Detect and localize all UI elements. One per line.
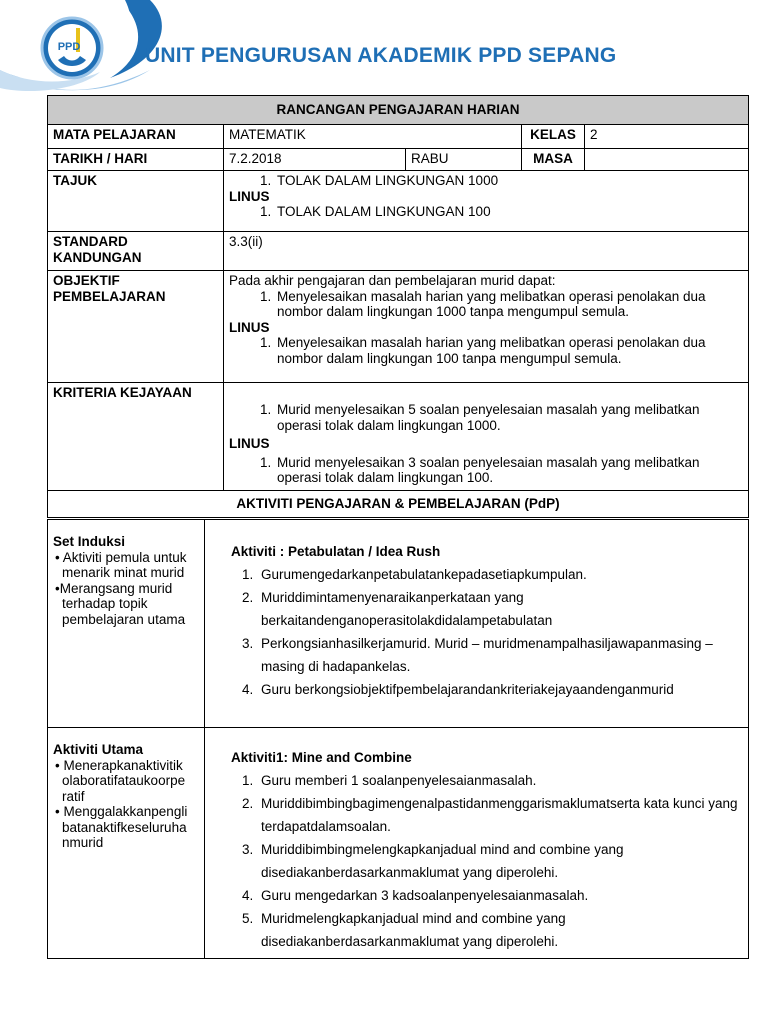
aktiviti-utama-step: 2. Muriddibimbingbagimengenalpastidanmenggarismaklumatserta kata kunci yang terdapatdalamsoalan. [257, 792, 738, 838]
tarikh-day: RABU [406, 149, 522, 171]
objektif-linus-label: LINUS [229, 319, 270, 335]
objektif-label-line1: OBJEKTIF [53, 273, 120, 288]
objektif-linus-item: 1. Menyelesaikan masalah harian yang melibatkan operasi penolakan dua nombor dalam lingkungan 100 tanpa mengumpul semula. [275, 335, 743, 366]
set-induksi-bullet-text: Aktiviti pemula untuk menarik minat murid [62, 549, 187, 580]
rph-table [47, 95, 749, 518]
objektif-item: 1. Menyelesaikan masalah harian yang melibatkan operasi penolakan dua nombor dalam lingkungan 1000 tanpa mengumpul semula. [275, 289, 743, 320]
aktiviti-utama-step: 1. Guru memberi 1 soalanpenyelesaianmasalah. [257, 769, 738, 792]
kelas-value: 2 [585, 125, 749, 149]
set-induksi-activity-title: Aktiviti : Petabulatan / Idea Rush [231, 544, 441, 559]
set-induksi-step: 4. Guru berkongsiobjektifpembelajarandankriteriakejayaandenganmurid [257, 678, 738, 701]
objektif-intro: Pada akhir pengajaran dan pembelajaran murid dapat: [229, 273, 556, 288]
standard-label-line2: KANDUNGAN [53, 249, 142, 265]
kriteria-linus-label: LINUS [229, 436, 270, 451]
masa-value [585, 149, 749, 171]
aktiviti-utama-activity [205, 728, 749, 959]
tajuk-item: 1. TOLAK DALAM LINGKUNGAN 1000 [275, 173, 743, 189]
tarikh-date: 7.2.2018 [224, 149, 406, 171]
kriteria-linus-item: 1. Murid menyelesaikan 3 soalan penyelesaian masalah yang melibatkan operasi tolak dalam lingkungan 100. [275, 455, 743, 486]
kelas-label: KELAS [522, 125, 585, 149]
set-induksi-step: 3. Perkongsianhasilkerjamurid. Murid – muridmenampalhasiljawapanmasing – masing di hadapankelas. [257, 632, 738, 678]
tajuk-content [224, 171, 749, 232]
activity-table [47, 519, 749, 959]
logo-text: PPD [57, 41, 81, 53]
set-induksi-cell [48, 520, 205, 728]
kriteria-content [224, 383, 749, 491]
aktiviti-utama-activity-title: Aktiviti1: Mine and Combine [231, 750, 412, 765]
set-induksi-title: Set Induksi [53, 534, 126, 549]
kriteria-label: KRITERIA KEJAYAAN [48, 383, 224, 491]
set-induksi-step: 1. Gurumengedarkanpetabulatankepadasetiapkumpulan. [257, 563, 738, 586]
aktiviti-utama-bullet-text: Menerapkanaktivitik olaboratifataukoorpe ratif [62, 757, 186, 804]
mata-pelajaran-label: MATA PELAJARAN [48, 125, 224, 149]
kriteria-item: 1. Murid menyelesaikan 5 soalan penyelesaian masalah yang melibatkan operasi tolak dalam lingkungan 1000. [275, 402, 743, 433]
ppd-logo [40, 16, 104, 80]
aktiviti-heading: AKTIVITI PENGAJARAN & PEMBELAJARAN (PdP) [48, 491, 749, 518]
tajuk-linus-item: 1. TOLAK DALAM LINGKUNGAN 100 [275, 204, 743, 220]
objektif-label [48, 271, 224, 383]
tarikh-label: TARIKH / HARI [48, 149, 224, 171]
tajuk-linus-label: LINUS [229, 188, 270, 204]
masa-label: MASA [522, 149, 585, 171]
objektif-content [224, 271, 749, 383]
aktiviti-utama-step: 3. Muriddibimbingmelengkapkanjadual mind and combine yang disediakanberdasarkanmaklumat yang diperolehi. [257, 838, 738, 884]
set-induksi-bullet: •Merangsang murid terhadap topik pembelajaran utama [55, 580, 186, 627]
aktiviti-utama-bullet: • Menggalakkanpengli batanaktifkeseluruha nmurid [55, 804, 188, 850]
set-induksi-bullet: • Aktiviti pemula untuk menarik minat murid [55, 549, 187, 580]
standard-label-line1: STANDARD [53, 234, 128, 249]
tajuk-label: TAJUK [48, 171, 224, 232]
aktiviti-utama-bullet: • Menerapkanaktivitik olaboratifataukoorpe ratif [55, 757, 186, 804]
aktiviti-utama-cell [48, 728, 205, 959]
objektif-label-line2: PEMBELAJARAN [53, 288, 166, 304]
aktiviti-utama-step: 4. Guru mengedarkan 3 kadsoalanpenyelesaianmasalah. [257, 884, 738, 907]
set-induksi-bullet-text: Merangsang murid terhadap topik pembelajaran utama [59, 580, 186, 627]
rph-heading: RANCANGAN PENGAJARAN HARIAN [48, 96, 749, 125]
aktiviti-utama-title: Aktiviti Utama [53, 742, 144, 757]
standard-kandungan-label [48, 232, 224, 271]
aktiviti-utama-step: 5. Muridmelengkapkanjadual mind and combine yang disediakanberdasarkanmaklumat yang diperolehi. [257, 907, 738, 953]
set-induksi-activity [205, 520, 749, 728]
header-title: UNIT PENGURUSAN AKADEMIK PPD SEPANG [145, 44, 617, 67]
mata-pelajaran-value: MATEMATIK [224, 125, 522, 149]
set-induksi-step: 2. Muriddimintamenyenaraikanperkataan yang berkaitandenganoperasitolakdidalampetabulatan [257, 586, 738, 632]
standard-kandungan-value: 3.3(ii) [224, 232, 749, 271]
aktiviti-utama-bullet-text: Menggalakkanpengli batanaktifkeseluruha nmurid [62, 804, 188, 850]
